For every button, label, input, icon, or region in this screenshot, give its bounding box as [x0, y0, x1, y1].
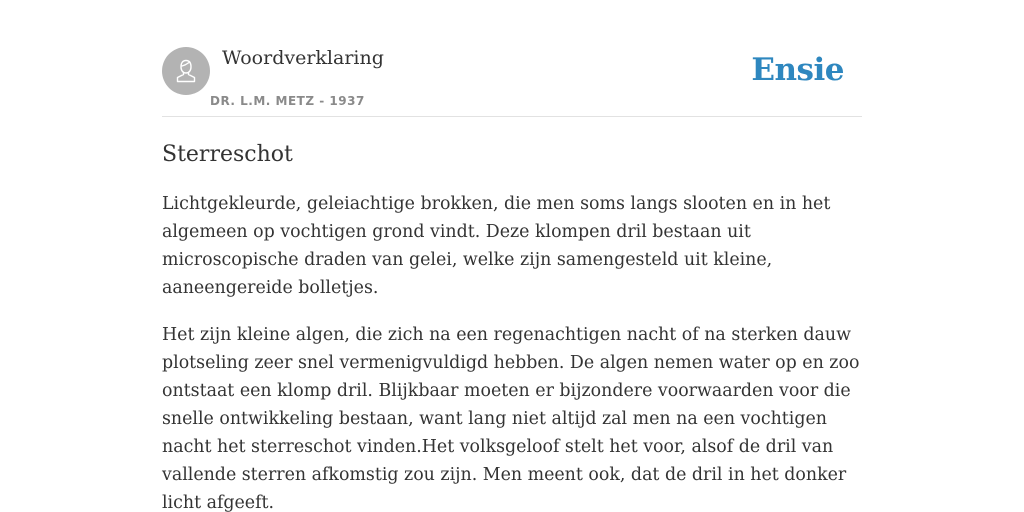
article-title: Sterreschot [162, 142, 293, 167]
brand-logo[interactable]: Ensie [751, 52, 844, 88]
article-paragraph: Het zijn kleine algen, die zich na een regenachtigen nacht of na sterken dauw plotseling zeer snel vermenigvuldigd hebben. De algen nemen water op en zoo ontstaat een klomp dril. Blijkbaar moeten er bijzondere voorwaarden voor die snelle ontwikkeling bestaan, want lang niet altijd zal men na een vochtigen nacht het sterreschot vinden.Het volksgeloof stelt het voor, alsof de dril van vallende sterren afkomstig zou zijn. Men meent ook, dat de dril in het donker licht afgeeft. [162, 325, 860, 512]
header [162, 0, 862, 117]
author-avatar[interactable] [162, 47, 210, 95]
article-paragraph: Lichtgekleurde, geleiachtige brokken, die men soms langs slooten en in het algemeen op vochtigen grond vindt. Deze klompen dril bestaan uit microscopische draden van gelei, welke zijn samengesteld uit kleine, aaneengereide bolletjes. [162, 194, 831, 298]
source-label[interactable]: DR. L.M. METZ - 1937 [210, 94, 365, 108]
article [162, 138, 862, 512]
section-title[interactable]: Woordverklaring [222, 47, 384, 69]
user-icon [171, 56, 201, 86]
